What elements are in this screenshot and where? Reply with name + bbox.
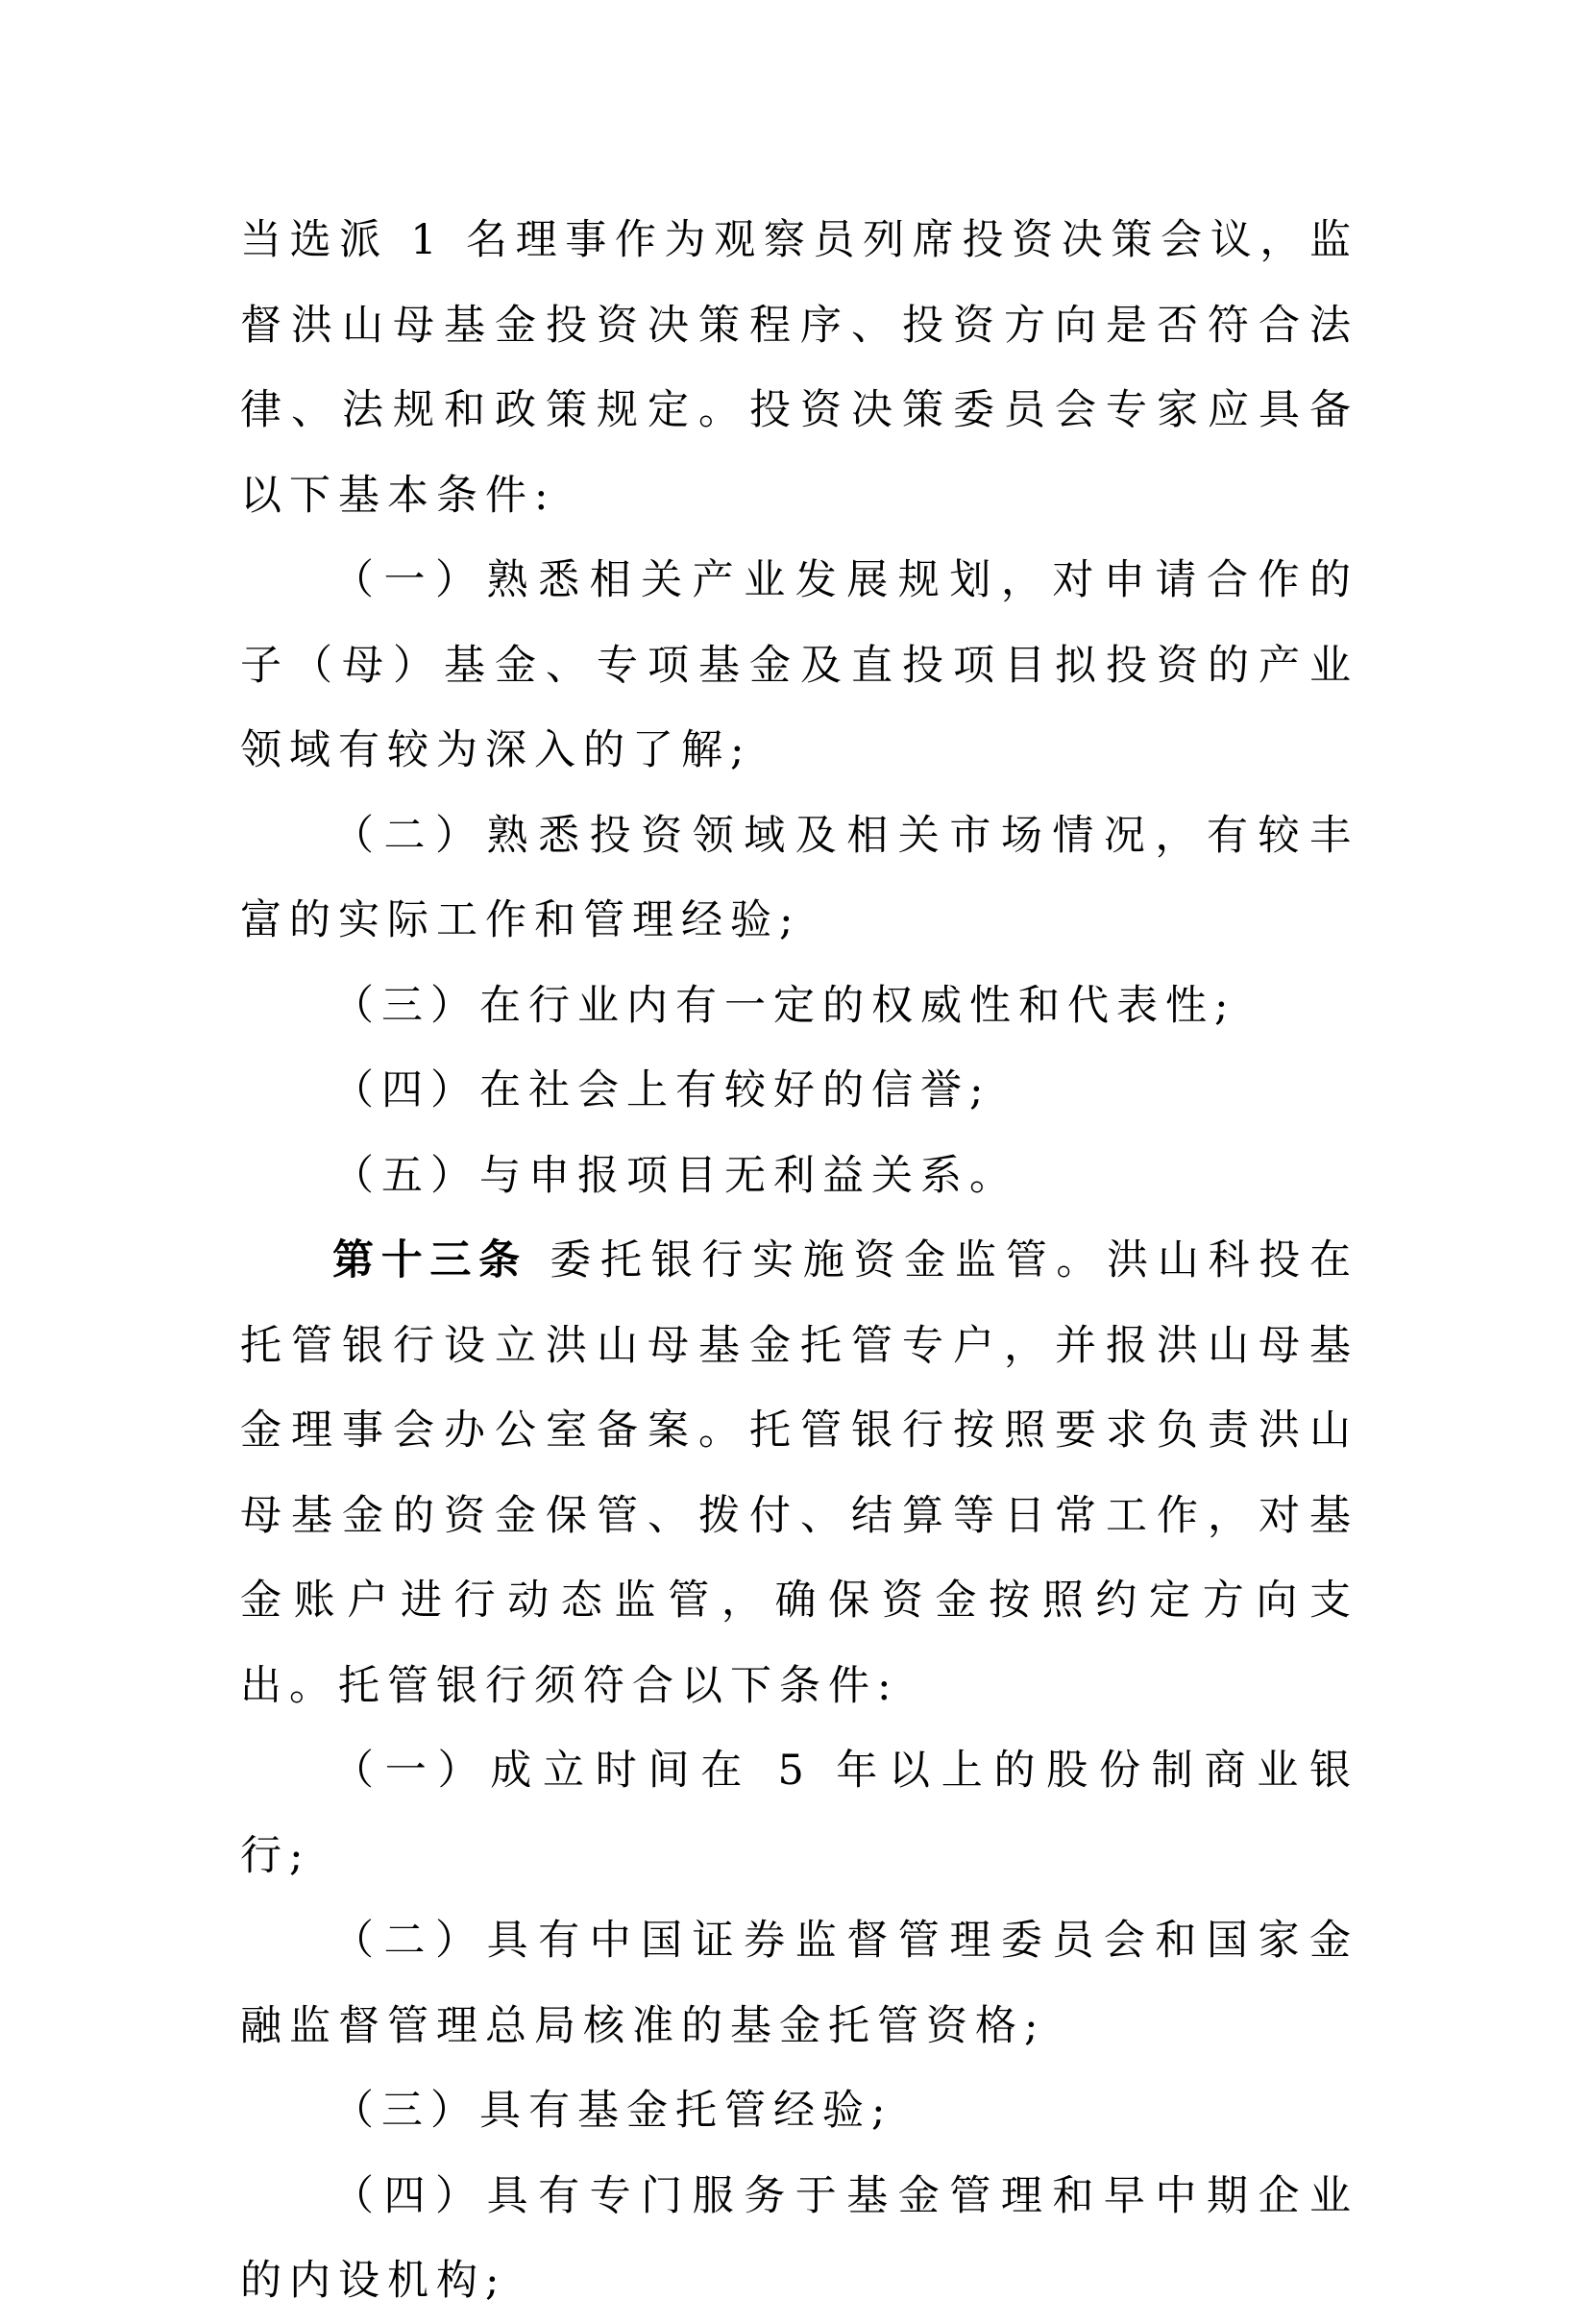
list-item-5: （五）与申报项目无利益关系。	[332, 1151, 1018, 1200]
article-text: 委托银行实施资金监管。洪山科投在托管银行设立洪山母基金托管专户，并报洪山母基金理事会办公室备案。托管银行按照要求负责洪山母基金的资金保管、拨付、结算等日常工作，对基金账户进行动态监管，确保资金按照约定方向支出。托管银行须符合以下条件:	[240, 1236, 1359, 1710]
article-13	[240, 1218, 1358, 1728]
article-spacer	[527, 1236, 550, 1284]
list-item-1: （一）熟悉相关产业发展规划，对申请合作的子（母）基金、专项基金及直投项目拟投资的产业领域有较为深入的了解;	[240, 556, 1358, 774]
condition-item-3: （三）具有基金托管经验;	[332, 2087, 893, 2135]
condition-item-2: （二）具有中国证券监督管理委员会和国家金融监督管理总局核准的基金托管资格;	[240, 1917, 1358, 2050]
paragraph-continuation: 当选派 1 名理事作为观察员列席投资决策会议，监督洪山母基金投资决策程序、投资方向是否符合法律、法规和政策规定。投资决策委员会专家应具备以下基本条件:	[240, 216, 1358, 520]
condition-item-1: （一）成立时间在 5 年以上的股份制商业银行;	[240, 1747, 1358, 1880]
document-body	[240, 198, 1358, 2324]
list-item-4: （四）在社会上有较好的信誉;	[332, 1066, 991, 1114]
article-heading: 第十三条	[332, 1236, 527, 1284]
condition-item-4: （四）具有专门服务于基金管理和早中期企业的内设机构;	[240, 2171, 1358, 2305]
list-item-2: （二）熟悉投资领域及相关市场情况，有较丰富的实际工作和管理经验;	[240, 811, 1358, 944]
list-item-3: （三）在行业内有一定的权威性和代表性;	[332, 981, 1236, 1030]
